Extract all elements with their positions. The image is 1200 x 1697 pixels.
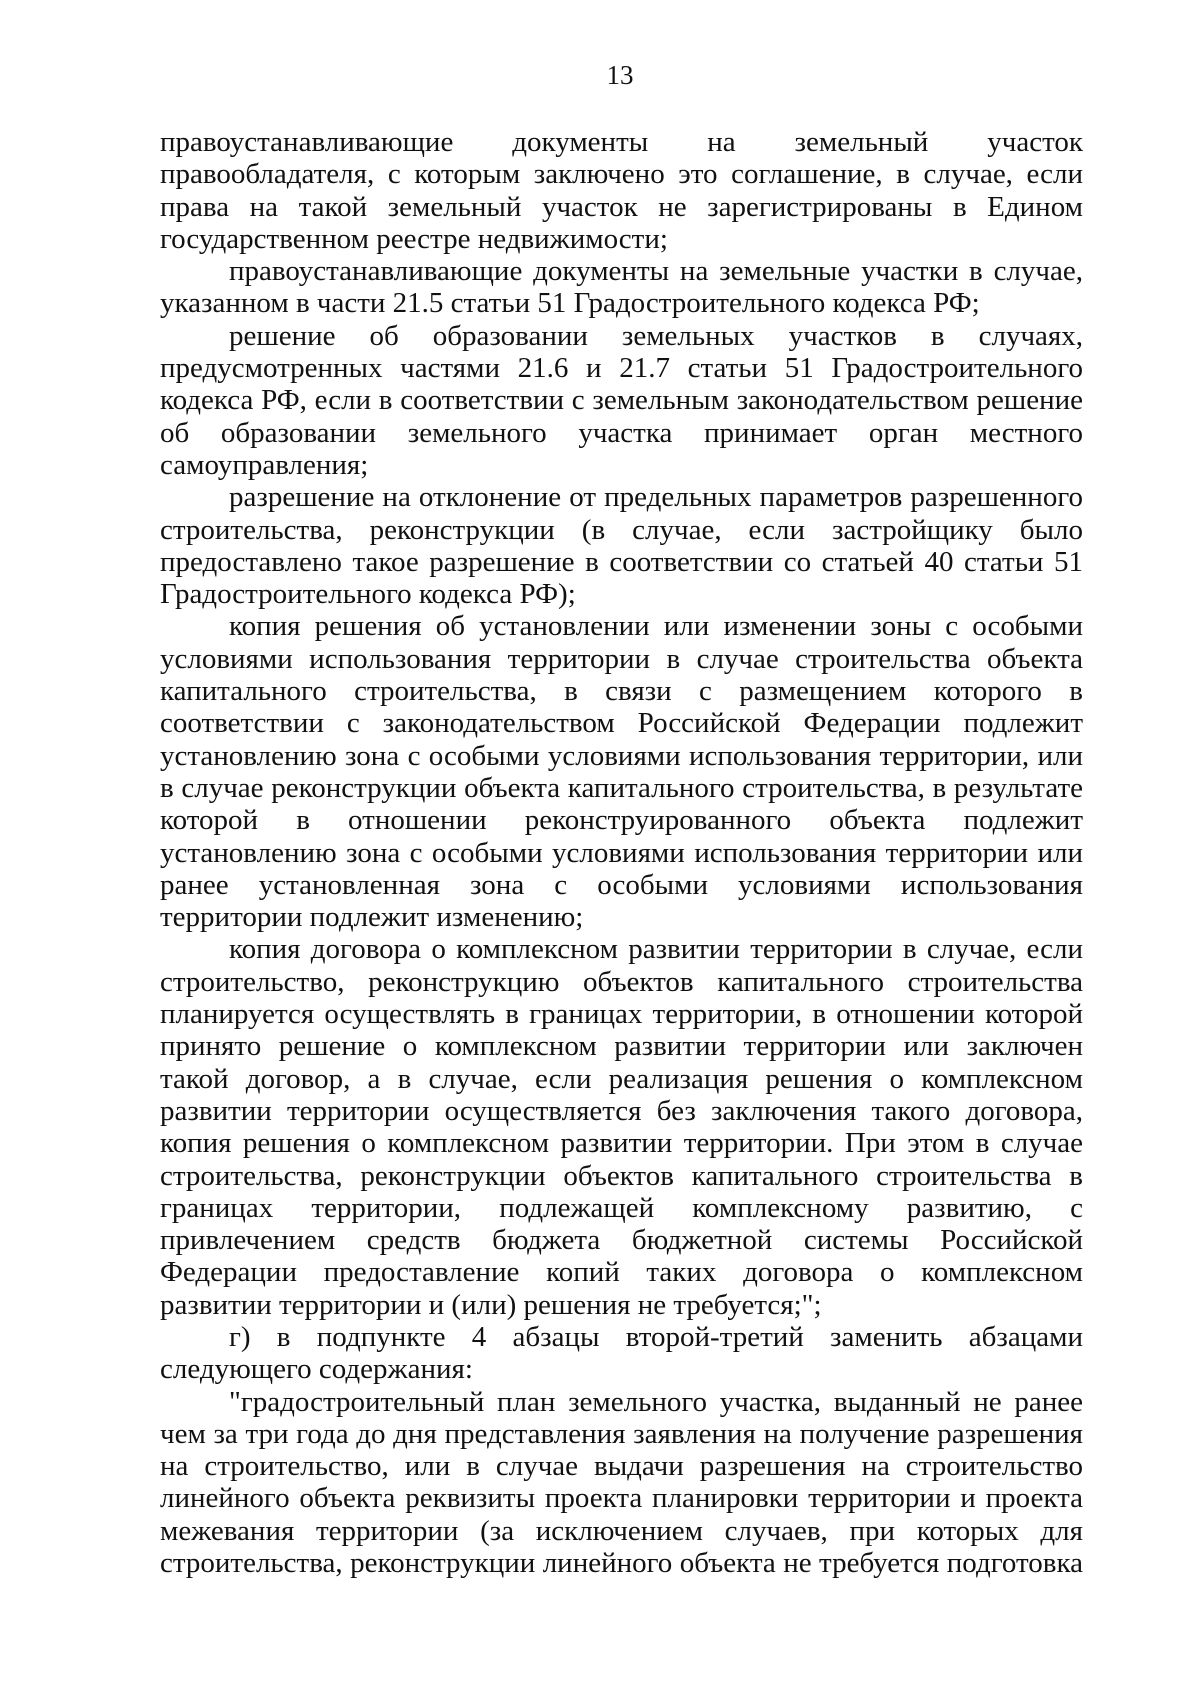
paragraph-land-documents: правоустанавливающие документы на земельные участки в случае, указанном в части 21.5 статьи 51 Градостроительного кодекса РФ;: [160, 255, 1083, 320]
paragraph-deviation-permit: разрешение на отклонение от предельных параметров разрешенного строительства, реконструкции (в случае, если застройщику было предоставлено такое разрешение в соответствии со статьей 40 статьи 51 Градостроительного кодекса РФ);: [160, 481, 1083, 611]
paragraph-land-formation-decision: решение об образовании земельных участков в случаях, предусмотренных частями 21.6 и 21.7 статьи 51 Градостроительного кодекса РФ, если в соответствии с земельным законодательством решение об образовании земельного участка принимает орган местного самоуправления;: [160, 319, 1083, 481]
paragraph-special-zone-decision: копия решения об установлении или изменении зоны с особыми условиями использования территории в случае строительства объекта капитального строительства, в связи с размещением которого в соответствии с законодательством Российской Федерации подлежит установлению зона с особыми условиями использования территории, или в случае реконструкции объекта капитального строительства, в результате которой в отношении реконструированного объекта подлежит установлению зона с особыми условиями использования территории или ранее установленная зона с особыми условиями использования территории подлежит изменению;: [160, 610, 1083, 934]
document-body: [160, 126, 1083, 1579]
paragraph-subitem-g: г) в подпункте 4 абзацы второй-третий заменить абзацами следующего содержания:: [160, 1320, 1083, 1386]
paragraph-title-documents: правоустанавливающие документы на земельный участок правообладателя, с которым заключено это соглашение, в случае, если права на такой земельный участок не зарегистрированы в Едином государственном реестре недвижимости;: [160, 126, 1083, 255]
paragraph-urban-plan: "градостроительный план земельного участка, выданный не ранее чем за три года до дня представления заявления на получение разрешения на строительство, или в случае выдачи разрешения на строительство линейного объекта реквизиты проекта планировки территории и проекта межевания территории (за исключением случаев, при которых для строительства, реконструкции линейного объекта не требуется подготовка: [160, 1385, 1083, 1580]
page-number: 13: [606, 60, 634, 90]
paragraph-complex-development-contract: копия договора о комплексном развитии территории в случае, если строительство, реконструкцию объектов капитального строительства планируется осуществлять в границах территории, в отношении которой принято решение о комплексном развитии территории или заключен такой договор, а в случае, если реализация решения о комплексном развитии территории осуществляется без заключения такого договора, копия решения о комплексном развитии территории. При этом в случае строительства, реконструкции объектов капитального строительства в границах территории, подлежащей комплексному развитию, с привлечением средств бюджета бюджетной системы Российской Федерации предоставление копий таких договора о комплексном развитии территории и (или) решения не требуется;";: [160, 933, 1083, 1321]
